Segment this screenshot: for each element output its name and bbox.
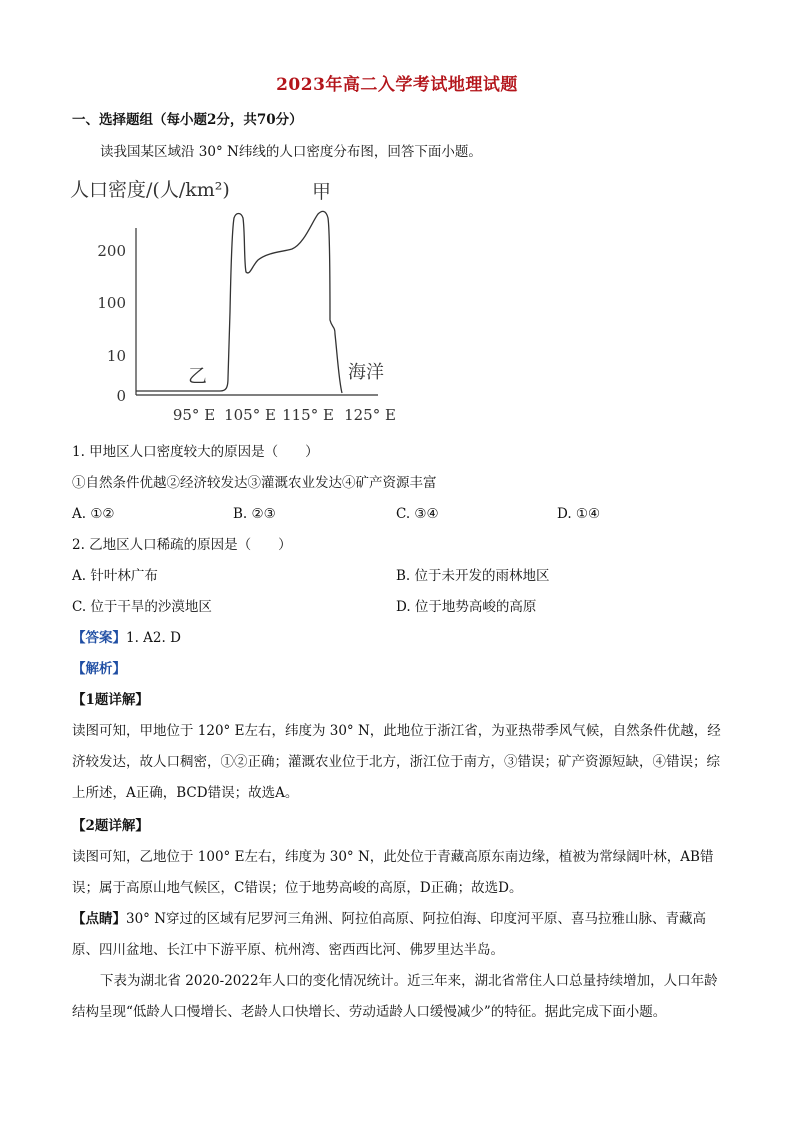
- q2-option-a[interactable]: A. 针叶林广布: [72, 568, 158, 584]
- detail1-label: 【1题详解】: [72, 692, 149, 708]
- q2-option-c[interactable]: C. 位于干旱的沙漠地区: [72, 599, 212, 615]
- tip-label: 【点睛】: [72, 911, 126, 927]
- tip-text: 30° N穿过的区域有尼罗河三角洲、阿拉伯高原、阿拉伯海、印度河平原、喜马拉雅山脉、青藏高原、四川盆地、长江中下游平原、杭州湾、密西西比河、佛罗里达半岛。: [72, 911, 707, 958]
- tip-paragraph: [72, 904, 722, 966]
- y-axis-label: 人口密度/(人/km²): [70, 179, 230, 201]
- label-ocean: 海洋: [348, 362, 384, 383]
- q2-stem: 2. 乙地区人口稀疏的原因是（ ）: [72, 537, 292, 553]
- detail1-text: 读图可知，甲地位于 120° E左右，纬度为 30° N，此地位于浙江省，为亚热带季风气候，自然条件优越，经济较发达，故人口稠密，①②正确；灌溉农业位于北方，浙江位于南方，③错误；矿产资源短缺，④错误；综上所述，A正确，BCD错误；故选A。: [72, 723, 721, 801]
- q1-option-a[interactable]: A. ①②: [72, 506, 115, 522]
- section-header: 一、选择题组（每小题2分，共70分）: [72, 112, 303, 128]
- y-tick-10: 10: [106, 347, 126, 365]
- question-intro: 读我国某区域沿 30° N纬线的人口密度分布图，回答下面小题。: [100, 144, 482, 160]
- y-tick-200: 200: [97, 242, 126, 260]
- answer-label: 【答案】: [72, 630, 126, 646]
- x-tick-125e: 125° E: [344, 406, 396, 424]
- q1-option-d[interactable]: D. ①④: [557, 506, 601, 522]
- q1-option-b[interactable]: B. ②③: [233, 506, 276, 522]
- x-tick-115e: 115° E: [282, 406, 334, 424]
- q1-option-c[interactable]: C. ③④: [396, 506, 439, 522]
- population-density-figure: [60, 172, 420, 430]
- q1-statements: ①自然条件优越②经济较发达③灌溉农业发达④矿产资源丰富: [72, 475, 437, 491]
- y-tick-100: 100: [97, 294, 126, 312]
- analysis-label: 【解析】: [72, 661, 126, 677]
- q2-option-d[interactable]: D. 位于地势高峻的高原: [396, 599, 537, 615]
- x-tick-95e: 95° E: [172, 406, 216, 424]
- x-tick-105e: 105° E: [224, 406, 276, 424]
- label-jia: 甲: [312, 181, 332, 203]
- y-tick-0: 0: [116, 387, 126, 405]
- next-intro-text: 下表为湖北省 2020-2022年人口的变化情况统计。近三年来，湖北省常住人口总量持续增加，人口年龄结构呈现“低龄人口慢增长、老龄人口快增长、劳动适龄人口缓慢减少”的特征。据此完成下面小题。: [72, 973, 718, 1020]
- answer-line: [72, 628, 181, 648]
- next-intro-paragraph: [72, 966, 722, 1028]
- q1-stem: 1. 甲地区人口密度较大的原因是（ ）: [72, 444, 319, 460]
- detail2-label: 【2题详解】: [72, 818, 149, 834]
- density-curve: [136, 211, 342, 393]
- detail2-text: 读图可知，乙地位于 100° E左右，纬度为 30° N，此处位于青藏高原东南边缘，植被为常绿阔叶林，AB错误；属于高原山地气候区，C错误；位于地势高峻的高原，D正确；故选D。: [72, 849, 714, 896]
- exam-title: 2023年高二入学考试地理试题: [276, 75, 518, 95]
- q2-option-b[interactable]: B. 位于未开发的雨林地区: [396, 568, 550, 584]
- answer-text: 1. A2. D: [126, 630, 181, 646]
- label-yi: 乙: [188, 365, 208, 387]
